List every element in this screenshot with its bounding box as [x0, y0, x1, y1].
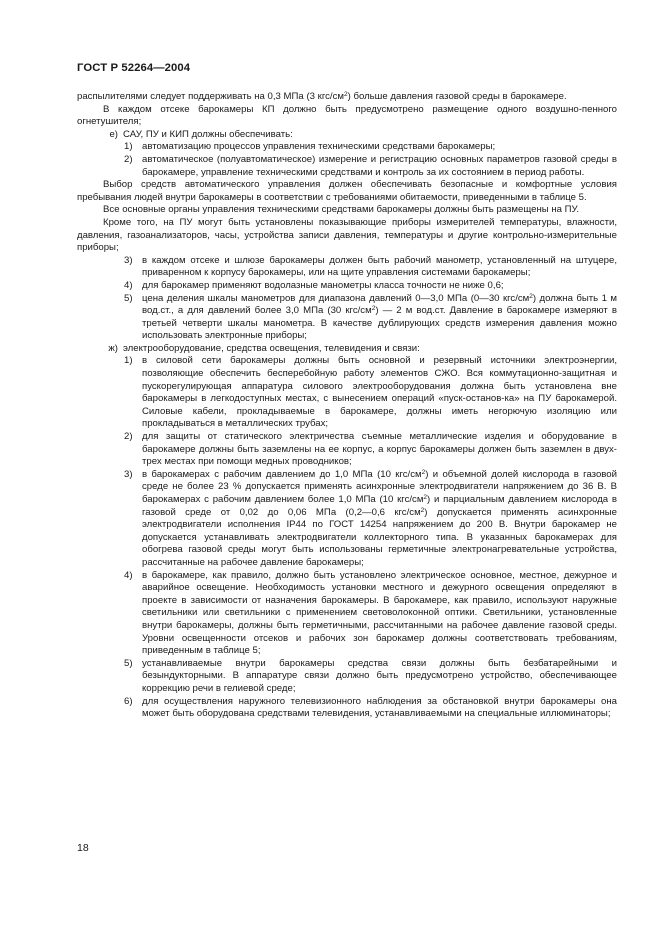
- list-item-text: цена деления шкалы манометров для диапазона давлений 0—3,0 МПа (0—30 кгс/$см^2$) должна быть 1 м вод.ст., а для давлений более 3,0 МПа (30 кгс/$см^2$) — 2 м вод.ст. Давление в барокамере измеряют в третьей четверти шкалы манометра. В качестве дублирующих средств измерения давления можно использовать электронные приборы;: [142, 292, 617, 342]
- list-item-text: автоматическое (полуавтоматическое) измерение и регистрацию основных параметров газовой среды в барокамере, управление техническими средствами и контроль за их состоянием в период работы.: [142, 153, 617, 178]
- list-item-text: САУ, ПУ и КИП должны обеспечивать:: [123, 128, 293, 140]
- list-item-zh: [77, 343, 617, 356]
- list-item: [124, 469, 617, 570]
- list-marker: 3): [124, 254, 133, 266]
- list-marker: 4): [124, 569, 133, 581]
- document-body: [77, 91, 617, 721]
- page-number: 18: [77, 842, 89, 854]
- list-marker: 4): [124, 279, 133, 291]
- list-item-text: в барокамерах с рабочим давлением до 1,0 МПа (10 кгс/$см^2$) и объемной долей кислорода в газовой среде не более 23 % допускается применять асинхронные электродвигатели напряжением до 36 В. В барокамерах с рабочим давлением более 1,0 МПа (10 кгс/$см^2$) и парциальным давлением кислорода в газовой среде от 0,02 до 0,06 МПа (0,2—0,6 кгс/$см^2$) допускается применять асинхронные электродвигатели исполнения IP44 по ГОСТ 14254 напряжением до 200 В. Внутри барокамер не допускается устанавливать электродвигатели коллекторного типа. В указанных барокамерах для обогрева газовой среды могут быть использованы герметичные электронагревательные устройства, рассчитанные на рабочее давление барокамеры;: [142, 468, 617, 568]
- list-item-text: для защиты от статического электричества съемные металлические изделия и оборудование в барокамере должны быть заземлены на ее корпус, а корпус барокамеры должен быть заземлен в двух-трех местах при помощи медных проводников;: [142, 431, 617, 468]
- list-item-text: в барокамере, как правило, должно быть установлено электрическое основное, местное, дежурное и аварийное освещение. Необходимость установки местного и дежурного освещения определяют в проекте в зависимости от назначения барокамеры. В барокамере, как правило, используют наружные светильники или светильники с применением световолоконной оптики. Светильники, установленные внутри барокамеры, должны быть герметичными, рассчитанными на рабочее давление газовой среды. Уровни освещенности отсеков и рабочих зон барокамер должны соответствовать требованиям, приведенным в таблице 5;: [142, 569, 617, 657]
- list-item-text: электрооборудование, средства освещения, телевидения и связи:: [123, 342, 420, 354]
- list-marker: ж): [108, 342, 118, 354]
- list-item: [124, 280, 617, 293]
- paragraph: Выбор средств автоматического управления должен обеспечивать безопасные и комфортные условия пребывания людей внутри барокамеры в соответствии с требованиями обитаемости, приведенными в таблице 5.: [77, 179, 617, 203]
- list-marker: 1): [124, 141, 133, 153]
- list-item: [124, 431, 617, 469]
- list-marker: 2): [124, 153, 133, 165]
- list-item: [124, 255, 617, 280]
- list-item: [124, 570, 617, 658]
- list-item: [124, 658, 617, 696]
- list-item: [124, 355, 617, 431]
- list-item-text: в силовой сети барокамеры должны быть основной и резервный источники электроэнергии, позволяющие обеспечить бесперебойную работу элементов СЖО. Вся коммутационно-защитная и пускорегулирующая аппаратура силового электрооборудования должна быть установлена вне барокамеры в легкодоступных местах, с вынесением операций «пуск-останов-ка» на ПУ барокамерой. Силовые кабели, прокладываемые в барокамере, должны иметь негорючую изоляцию или прокладываться в металлических трубах;: [142, 355, 617, 430]
- document-header: ГОСТ Р 52264—2004: [77, 62, 191, 74]
- list-item: [124, 293, 617, 343]
- list-marker: 1): [124, 355, 133, 367]
- list-item-text: для барокамер применяют водолазные манометры класса точности не ниже 0,6;: [142, 279, 504, 291]
- list-marker: 5): [124, 292, 133, 304]
- list-item-text: устанавливаемые внутри барокамеры средства связи должны быть безбатарейными и безындукторными. В аппаратуре связи должно быть предусмотрено устройство, обеспечивающее коррекцию речи в гелиевой среде;: [142, 657, 617, 694]
- paragraph: Все основные органы управления техническими средствами барокамеры должны быть размещены на ПУ.: [103, 204, 580, 216]
- list-item-text: автоматизацию процессов управления техническими средствами барокамеры;: [142, 141, 496, 153]
- list-item: [124, 141, 617, 154]
- paragraph: Кроме того, на ПУ могут быть установлены показывающие приборы измерителей температуры, влажности, давления, газоанализаторов, часы, устройства записи давления, температуры и другие контрольно-измерительные приборы;: [77, 216, 617, 254]
- list-marker: е): [109, 128, 118, 140]
- paragraph: распылителями следует поддерживать на 0,3 МПа (3 кгс/$см^2$) больше давления газовой среды в барокамере.: [77, 91, 567, 102]
- list-item: [124, 154, 617, 179]
- list-marker: 3): [124, 468, 133, 480]
- list-item: [124, 696, 617, 721]
- list-item-text: для осуществления наружного телевизионного наблюдения за обстановкой внутри барокамеры она может быть оборудована средствами телевидения, устанавливаемыми на специальные иллюминаторы;: [142, 695, 617, 720]
- list-item-e: [77, 129, 617, 142]
- list-marker: 6): [124, 695, 133, 707]
- paragraph: В каждом отсеке барокамеры КП должно быть предусмотрено размещение одного воздушно-пенного огнетушителя;: [77, 103, 617, 128]
- list-item-text: в каждом отсеке и шлюзе барокамеры должен быть рабочий манометр, установленный на штуцере, приваренном к корпусу барокамеры, или на щите управления системами барокамеры;: [142, 254, 617, 279]
- list-marker: 2): [124, 431, 133, 443]
- list-marker: 5): [124, 657, 133, 669]
